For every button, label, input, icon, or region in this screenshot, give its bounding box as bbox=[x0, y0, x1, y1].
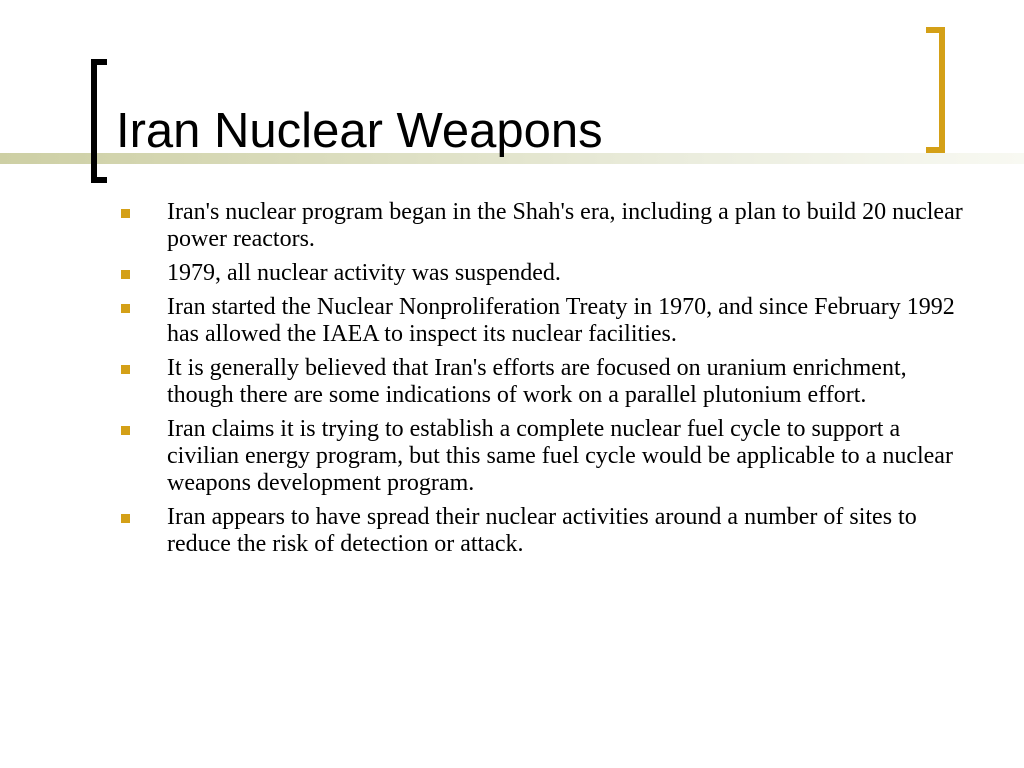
bullet-text: Iran's nuclear program began in the Shah's era, including a plan to build 20 nuclear power reactors. bbox=[167, 199, 963, 252]
left-bracket-decoration bbox=[91, 59, 107, 183]
bullet-text: 1979, all nuclear activity was suspended. bbox=[167, 260, 561, 286]
square-bullet-icon bbox=[121, 304, 130, 313]
square-bullet-icon bbox=[121, 426, 130, 435]
bullet-text: It is generally believed that Iran's efforts are focused on uranium enrichment, though there are some indications of work on a parallel plutonium effort. bbox=[167, 355, 907, 408]
square-bullet-icon bbox=[121, 514, 130, 523]
bullet-text: Iran started the Nuclear Nonproliferation Treaty in 1970, and since February 1992 has allowed the IAEA to inspect its nuclear facilities. bbox=[167, 294, 955, 347]
square-bullet-icon bbox=[121, 209, 130, 218]
bullet-item bbox=[118, 199, 968, 253]
bullet-item bbox=[118, 355, 968, 409]
bullet-item bbox=[118, 416, 968, 497]
bullet-text: Iran claims it is trying to establish a complete nuclear fuel cycle to support a civilian energy program, but this same fuel cycle would be applicable to a nuclear weapons development program. bbox=[167, 416, 953, 496]
bullet-item bbox=[118, 260, 968, 287]
bullet-text: Iran appears to have spread their nuclear activities around a number of sites to reduce the risk of detection or attack. bbox=[167, 504, 917, 557]
square-bullet-icon bbox=[121, 270, 130, 279]
bullet-item bbox=[118, 294, 968, 348]
square-bullet-icon bbox=[121, 365, 130, 374]
slide-title: Iran Nuclear Weapons bbox=[116, 104, 603, 158]
bullet-list bbox=[118, 199, 968, 565]
bullet-item bbox=[118, 504, 968, 558]
right-bracket-decoration bbox=[926, 27, 945, 153]
